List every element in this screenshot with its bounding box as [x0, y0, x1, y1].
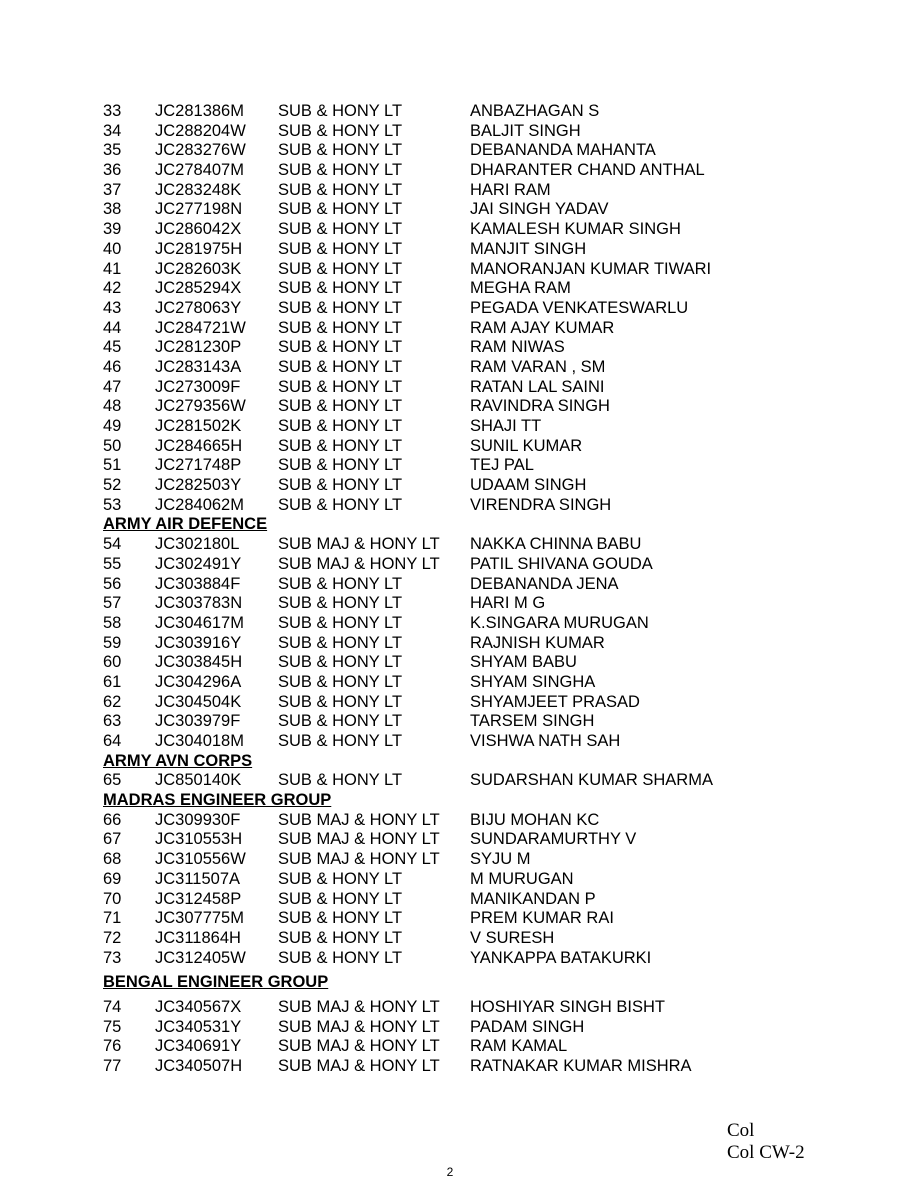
person-name: HOSHIYAR SINGH BISHT [470, 997, 665, 1016]
personal-number: JC302180L [155, 535, 240, 554]
rank: SUB & HONY LT [278, 653, 403, 672]
rank: SUB MAJ & HONY LT [278, 1057, 440, 1075]
person-name: BALJIT SINGH [470, 121, 581, 140]
personal-number: JC303916Y [155, 633, 242, 652]
serial-number: 64 [103, 732, 122, 750]
personal-number: JC340567X [155, 997, 242, 1016]
serial-number: 51 [103, 456, 122, 475]
rank: SUB & HONY LT [278, 495, 403, 514]
personal-number: JC273009F [155, 377, 241, 396]
personal-number: JC284665H [155, 436, 243, 455]
person-name: HARI M G [470, 594, 546, 613]
rank: SUB & HONY LT [278, 220, 403, 239]
serial-number: 49 [103, 417, 122, 435]
serial-number: 76 [103, 1037, 122, 1056]
serial-number: 65 [103, 771, 122, 790]
list-row [103, 319, 803, 339]
rank: SUB & HONY LT [278, 357, 403, 376]
person-name: BIJU MOHAN KC [470, 810, 600, 829]
rank: SUB & HONY LT [278, 771, 403, 790]
list-row [103, 732, 803, 752]
list-row [103, 141, 803, 161]
personal-number: JC279356W [155, 397, 246, 416]
serial-number: 74 [103, 997, 122, 1016]
rank: SUB & HONY LT [278, 476, 403, 495]
personal-number: JC281386M [155, 102, 244, 120]
rank: SUB & HONY LT [278, 377, 403, 396]
serial-number: 54 [103, 535, 122, 554]
personal-number: JC271748P [155, 456, 242, 475]
rank: SUB & HONY LT [278, 672, 403, 691]
person-name: KAMALESH KUMAR SINGH [470, 220, 681, 239]
personal-number: JC312405W [155, 948, 246, 967]
list-row [103, 555, 803, 575]
rank: SUB MAJ & HONY LT [278, 810, 440, 829]
list-row [103, 1018, 803, 1038]
serial-number: 70 [103, 889, 122, 908]
serial-number: 55 [103, 554, 122, 573]
person-name: RAM AJAY KUMAR [470, 318, 615, 337]
rank: SUB & HONY LT [278, 436, 403, 455]
serial-number: 40 [103, 239, 122, 258]
personal-number: JC311864H [155, 928, 241, 947]
serial-number: 67 [103, 830, 122, 849]
personal-number: JC281975H [155, 239, 243, 258]
personal-number: JC303783N [155, 594, 243, 613]
person-name: RATNAKAR KUMAR MISHRA [470, 1057, 692, 1075]
person-name: K.SINGARA MURUGAN [470, 613, 649, 632]
rank: SUB & HONY LT [278, 712, 403, 731]
serial-number: 68 [103, 850, 122, 869]
personal-number: JC303979F [155, 712, 241, 731]
serial-number: 34 [103, 121, 122, 140]
person-name: ANBAZHAGAN S [470, 102, 600, 120]
list-row [103, 279, 803, 299]
list-row [103, 771, 803, 791]
person-name: PEGADA VENKATESWARLU [470, 298, 689, 317]
serial-number: 61 [103, 672, 122, 691]
list-row [103, 299, 803, 319]
rank: SUB & HONY LT [278, 180, 403, 199]
list-row [103, 634, 803, 654]
person-name: DHARANTER CHAND ANTHAL [470, 161, 705, 180]
list-row [103, 102, 803, 122]
person-name: SUNDARAMURTHY V [470, 830, 637, 849]
person-name: DEBANANDA JENA [470, 574, 619, 593]
serial-number: 48 [103, 397, 122, 416]
personal-number: JC304617M [155, 613, 244, 632]
person-name: RAM VARAN , SM [470, 357, 606, 376]
person-name: RAJNISH KUMAR [470, 633, 605, 652]
rank: SUB & HONY LT [278, 928, 403, 947]
person-name: YANKAPPA BATAKURKI [470, 948, 652, 967]
serial-number: 53 [103, 495, 122, 514]
person-name: TEJ PAL [470, 456, 534, 475]
person-name: SUDARSHAN KUMAR SHARMA [470, 771, 713, 790]
rank: SUB & HONY LT [278, 574, 403, 593]
rank: SUB MAJ & HONY LT [278, 830, 440, 849]
person-name: SYJU M [470, 850, 531, 869]
personal-number: JC310556W [155, 850, 246, 869]
person-name: NAKKA CHINNA BABU [470, 535, 642, 554]
person-name: VISHWA NATH SAH [470, 732, 621, 750]
serial-number: 43 [103, 298, 122, 317]
personal-number: JC340507H [155, 1057, 243, 1075]
person-name: PREM KUMAR RAI [470, 909, 614, 928]
serial-number: 71 [103, 909, 122, 928]
serial-number: 57 [103, 594, 122, 613]
personal-number: JC304018M [155, 732, 244, 750]
signature-block [727, 1120, 805, 1164]
section-heading: ARMY AVN CORPS [103, 751, 253, 770]
person-name: RAVINDRA SINGH [470, 397, 610, 416]
serial-number: 42 [103, 279, 122, 298]
serial-number: 41 [103, 259, 122, 278]
list-row [103, 998, 803, 1018]
personal-number: JC283276W [155, 141, 246, 160]
rank: SUB & HONY LT [278, 633, 403, 652]
signature-line-1: Col [727, 1120, 755, 1141]
person-name: PADAM SINGH [470, 1017, 585, 1036]
rank: SUB & HONY LT [278, 298, 403, 317]
personal-number: JC282503Y [155, 476, 242, 495]
person-name: UDAAM SINGH [470, 476, 587, 495]
serial-number: 77 [103, 1057, 122, 1075]
rank: SUB & HONY LT [278, 279, 403, 298]
list-row [103, 456, 803, 476]
list-row [103, 496, 803, 516]
rank: SUB & HONY LT [278, 318, 403, 337]
serial-number: 47 [103, 377, 122, 396]
list-row [103, 614, 803, 634]
person-name: SHYAM BABU [470, 653, 577, 672]
page-number: 2 [446, 1165, 454, 1179]
serial-number: 59 [103, 633, 122, 652]
personal-number: JC283248K [155, 180, 242, 199]
section-heading: ARMY AIR DEFENCE [103, 515, 268, 534]
person-name: RAM NIWAS [470, 338, 565, 357]
personal-number: JC311507A [155, 869, 241, 888]
serial-number: 33 [103, 102, 122, 120]
personal-number: JC284721W [155, 318, 246, 337]
rank: SUB & HONY LT [278, 397, 403, 416]
list-row [103, 712, 803, 732]
personal-number: JC285294X [155, 279, 242, 298]
serial-number: 50 [103, 436, 122, 455]
serial-number: 38 [103, 200, 122, 219]
list-row [103, 397, 803, 417]
list-row [103, 437, 803, 457]
personal-number: JC307775M [155, 909, 244, 928]
section-heading: BENGAL ENGINEER GROUP [103, 973, 329, 992]
list-row [103, 200, 803, 220]
list-row [103, 811, 803, 831]
list-row [103, 358, 803, 378]
list-row [103, 693, 803, 713]
rank: SUB & HONY LT [278, 338, 403, 357]
rank: SUB & HONY LT [278, 141, 403, 160]
list-row [103, 240, 803, 260]
serial-number: 52 [103, 476, 122, 495]
rank: SUB & HONY LT [278, 102, 403, 120]
signature-line-2: Col CW-2 [727, 1142, 805, 1163]
rank: SUB & HONY LT [278, 613, 403, 632]
person-name: SUNIL KUMAR [470, 436, 583, 455]
list-row [103, 673, 803, 693]
serial-number: 58 [103, 613, 122, 632]
list-row [103, 220, 803, 240]
personal-number: JC282603K [155, 259, 242, 278]
personal-number: JC850140K [155, 771, 242, 790]
list-row [103, 161, 803, 181]
person-name: RATAN LAL SAINI [470, 377, 605, 396]
personal-number: JC278407M [155, 161, 244, 180]
serial-number: 72 [103, 928, 122, 947]
person-name: MANIKANDAN P [470, 889, 596, 908]
serial-number: 46 [103, 357, 122, 376]
list-row [103, 181, 803, 201]
rank: SUB & HONY LT [278, 239, 403, 258]
person-name: SHYAMJEET PRASAD [470, 692, 640, 711]
list-row [103, 1057, 803, 1077]
person-name: SHAJI TT [470, 417, 542, 435]
rank: SUB & HONY LT [278, 909, 403, 928]
person-name: VIRENDRA SINGH [470, 495, 612, 514]
list-row [103, 890, 803, 910]
rank: SUB MAJ & HONY LT [278, 850, 440, 869]
personal-number: JC304296A [155, 672, 242, 691]
list-row [103, 122, 803, 142]
list-row [103, 535, 803, 555]
serial-number: 63 [103, 712, 122, 731]
serial-number: 35 [103, 141, 122, 160]
person-name: PATIL SHIVANA GOUDA [470, 554, 653, 573]
list-row [103, 949, 803, 969]
person-name: MANORANJAN KUMAR TIWARI [470, 259, 712, 278]
rank: SUB & HONY LT [278, 889, 403, 908]
serial-number: 66 [103, 810, 122, 829]
personal-number: JC310553H [155, 830, 243, 849]
personal-number: JC304504K [155, 692, 242, 711]
section-heading: MADRAS ENGINEER GROUP [103, 791, 332, 810]
serial-number: 69 [103, 869, 122, 888]
personal-number: JC281502K [155, 417, 242, 435]
list-row [103, 653, 803, 673]
personal-number: JC303845H [155, 653, 243, 672]
personal-number: JC283143A [155, 357, 242, 376]
person-name: SHYAM SINGHA [470, 672, 596, 691]
serial-number: 56 [103, 574, 122, 593]
person-name: DEBANANDA MAHANTA [470, 141, 656, 160]
rank: SUB & HONY LT [278, 161, 403, 180]
personal-number: JC284062M [155, 495, 244, 514]
personal-number: JC303884F [155, 574, 241, 593]
rank: SUB & HONY LT [278, 869, 403, 888]
person-name: RAM KAMAL [470, 1037, 568, 1056]
list-row [103, 260, 803, 280]
serial-number: 37 [103, 180, 122, 199]
serial-number: 62 [103, 692, 122, 711]
serial-number: 60 [103, 653, 122, 672]
list-row [103, 830, 803, 850]
rank: SUB & HONY LT [278, 417, 403, 435]
personal-number: JC281230P [155, 338, 242, 357]
personal-number: JC277198N [155, 200, 243, 219]
rank: SUB MAJ & HONY LT [278, 554, 440, 573]
list-row [103, 929, 803, 949]
person-name: MANJIT SINGH [470, 239, 587, 258]
rank: SUB MAJ & HONY LT [278, 1037, 440, 1056]
list-row [103, 870, 803, 890]
list-row [103, 1037, 803, 1057]
rank: SUB MAJ & HONY LT [278, 535, 440, 554]
rank: SUB MAJ & HONY LT [278, 1017, 440, 1036]
person-name: HARI RAM [470, 180, 551, 199]
person-name: JAI SINGH YADAV [470, 200, 609, 219]
serial-number: 44 [103, 318, 122, 337]
serial-number: 75 [103, 1017, 122, 1036]
rank: SUB & HONY LT [278, 692, 403, 711]
person-name: V SURESH [470, 928, 555, 947]
personal-number: JC302491Y [155, 554, 242, 573]
serial-number: 45 [103, 338, 122, 357]
personal-number: JC312458P [155, 889, 242, 908]
rank: SUB & HONY LT [278, 732, 403, 750]
personal-number: JC288204W [155, 121, 246, 140]
serial-number: 39 [103, 220, 122, 239]
list-row [103, 594, 803, 614]
list-row [103, 417, 803, 437]
rank: SUB & HONY LT [278, 594, 403, 613]
person-name: TARSEM SINGH [470, 712, 595, 731]
list-row [103, 850, 803, 870]
person-name: M MURUGAN [470, 869, 574, 888]
rank: SUB & HONY LT [278, 121, 403, 140]
personal-number: JC278063Y [155, 298, 242, 317]
list-row [103, 338, 803, 358]
rank: SUB MAJ & HONY LT [278, 997, 440, 1016]
list-row [103, 575, 803, 595]
list-row [103, 476, 803, 496]
personal-number: JC309930F [155, 810, 241, 829]
rank: SUB & HONY LT [278, 948, 403, 967]
rank: SUB & HONY LT [278, 259, 403, 278]
list-row [103, 378, 803, 398]
rank: SUB & HONY LT [278, 200, 403, 219]
rank: SUB & HONY LT [278, 456, 403, 475]
personal-number: JC340531Y [155, 1017, 242, 1036]
serial-number: 36 [103, 161, 122, 180]
serial-number: 73 [103, 948, 122, 967]
list-row [103, 909, 803, 929]
person-name: MEGHA RAM [470, 279, 571, 298]
personnel-list [103, 102, 803, 1077]
personal-number: JC340691Y [155, 1037, 242, 1056]
personal-number: JC286042X [155, 220, 242, 239]
